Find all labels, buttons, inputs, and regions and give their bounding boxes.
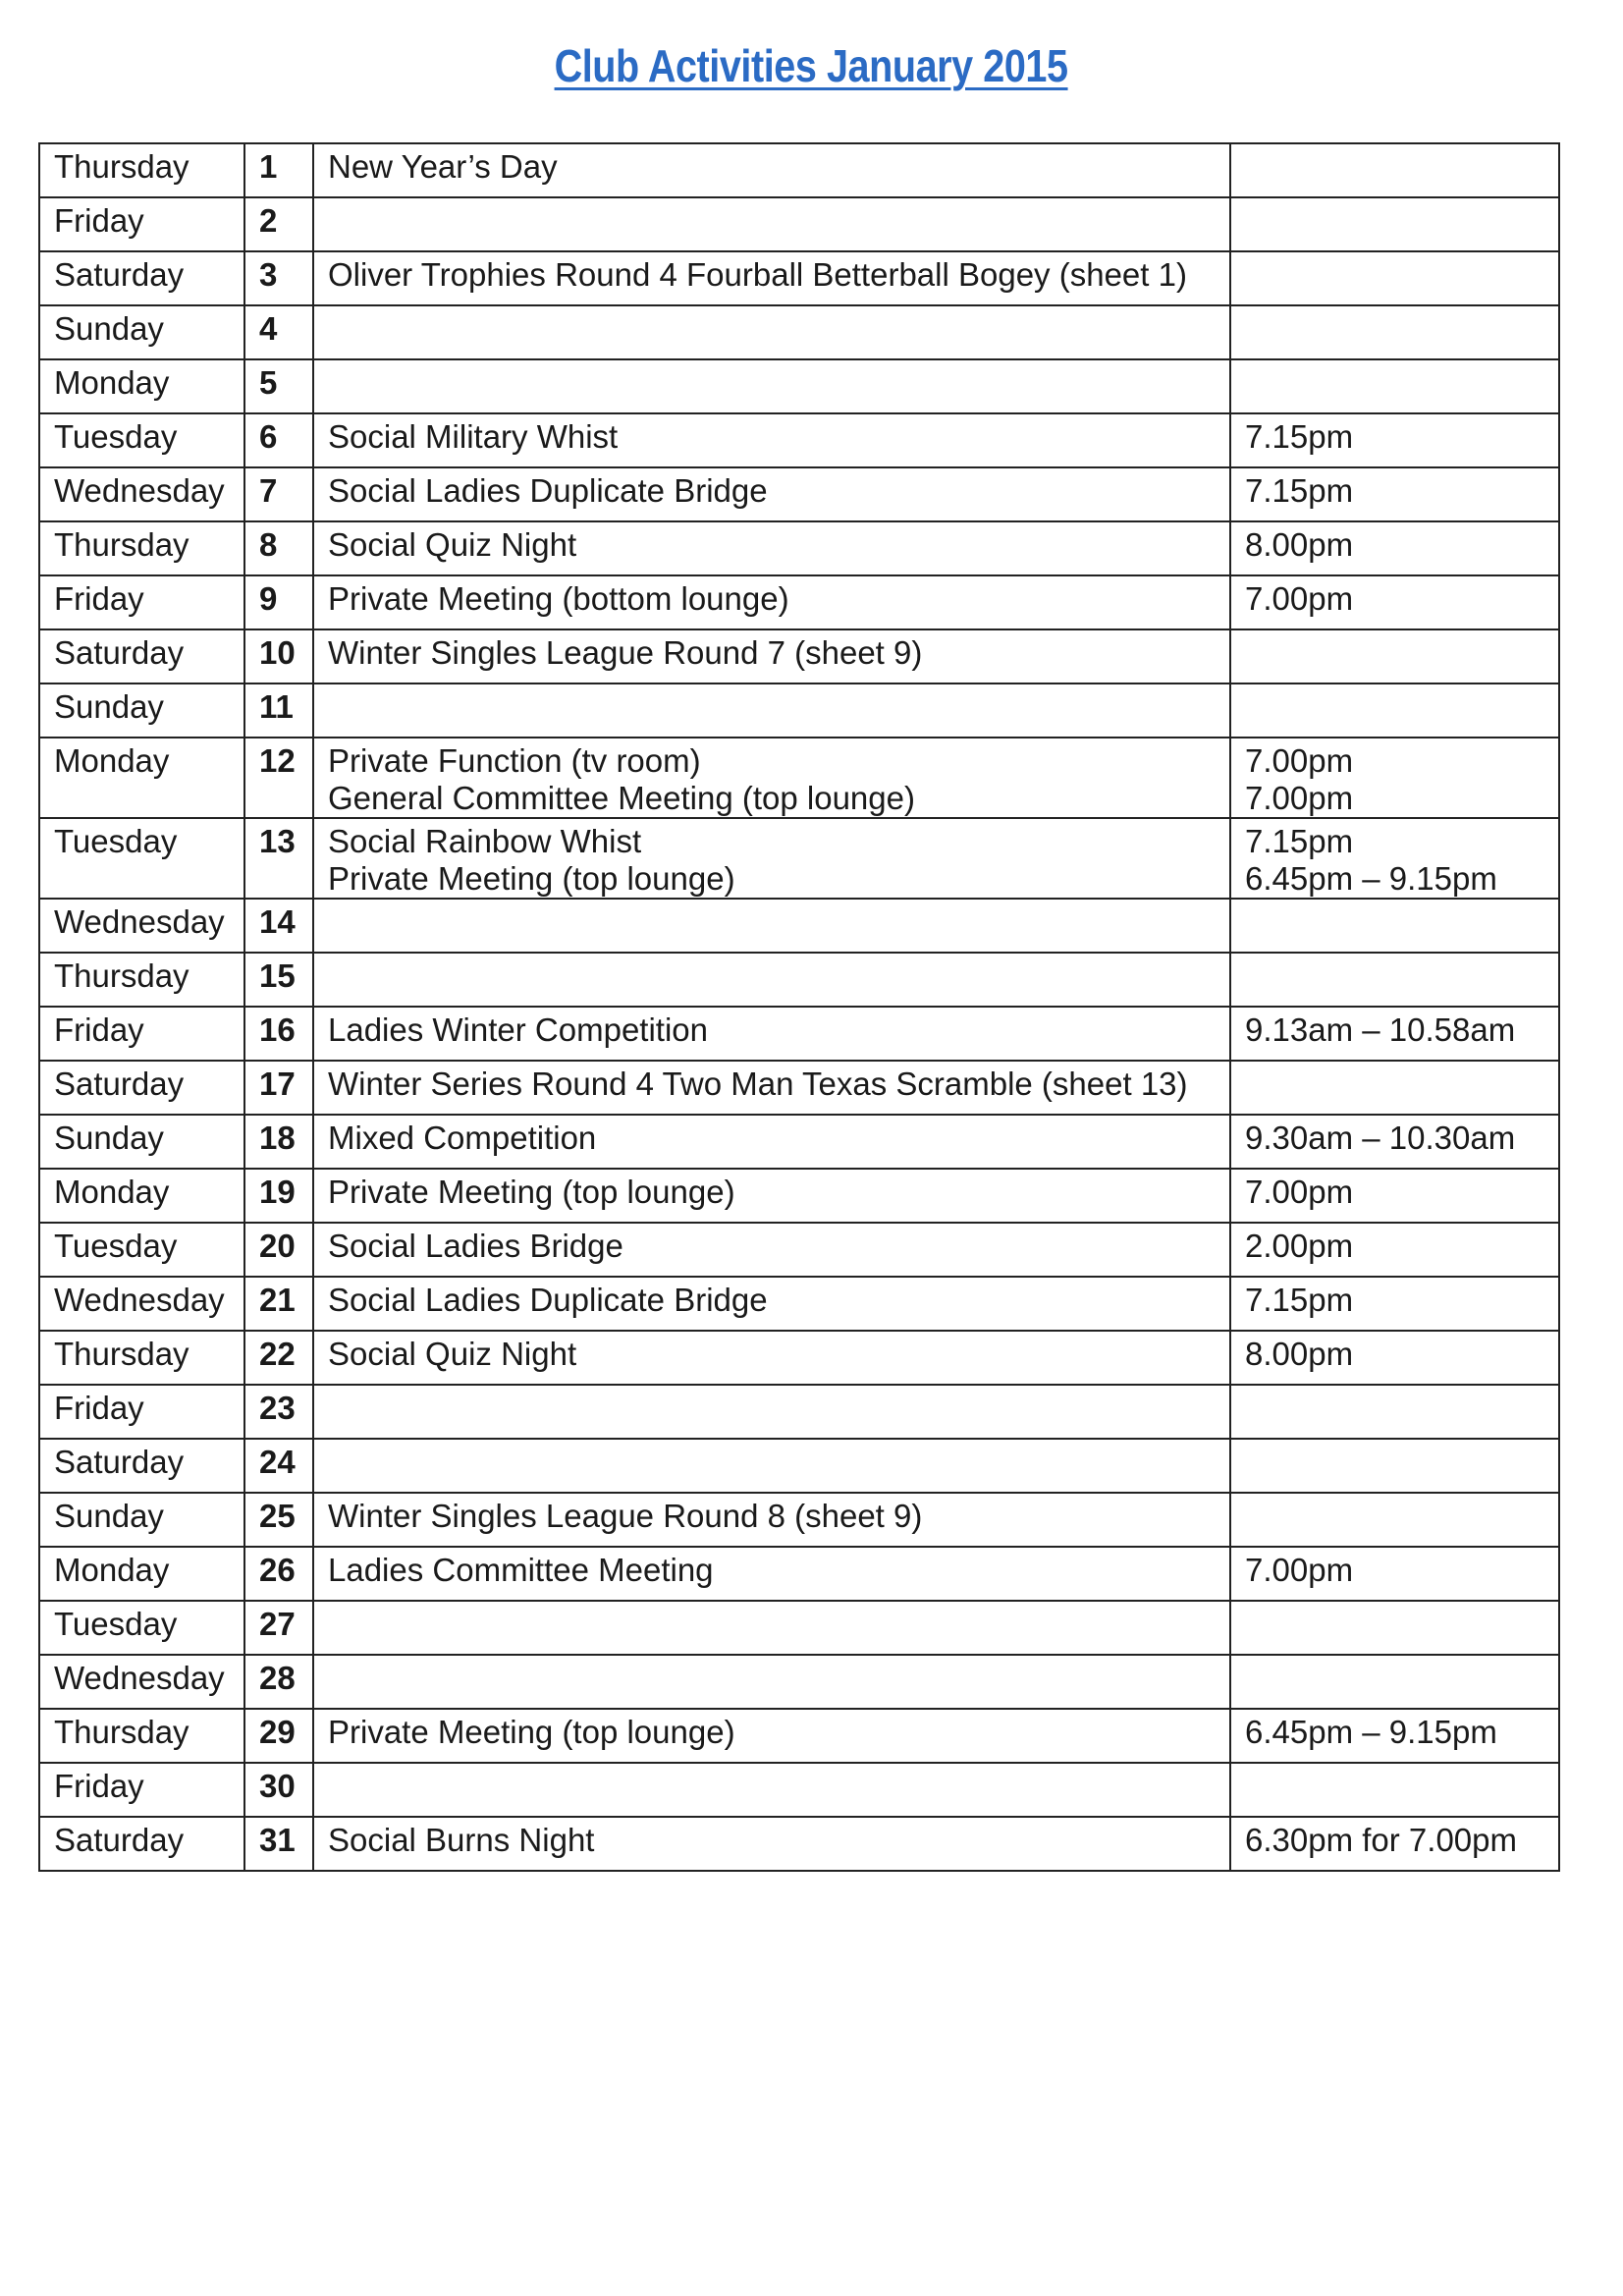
date-cell: 30 bbox=[244, 1763, 313, 1817]
day-cell: Saturday bbox=[39, 1439, 244, 1493]
date-cell: 20 bbox=[244, 1223, 313, 1277]
event-cell bbox=[313, 738, 1230, 818]
time-cell bbox=[1230, 953, 1559, 1007]
table-row bbox=[39, 305, 1559, 359]
table-row bbox=[39, 1385, 1559, 1439]
table-row bbox=[39, 1115, 1559, 1169]
date-cell: 19 bbox=[244, 1169, 313, 1223]
time-cell bbox=[1230, 738, 1559, 818]
table-row bbox=[39, 953, 1559, 1007]
date-cell: 31 bbox=[244, 1817, 313, 1871]
time-cell bbox=[1230, 629, 1559, 683]
time-cell bbox=[1230, 1331, 1559, 1385]
time-cell bbox=[1230, 1061, 1559, 1115]
time-text: 7.00pm bbox=[1245, 1174, 1354, 1210]
day-cell: Saturday bbox=[39, 1061, 244, 1115]
time-text: 7.15pm bbox=[1245, 472, 1354, 509]
event-text: Winter Singles League Round 7 (sheet 9) bbox=[328, 634, 923, 671]
date-cell: 7 bbox=[244, 467, 313, 521]
table-row bbox=[39, 818, 1559, 899]
time-text: 6.45pm – 9.15pm bbox=[1245, 860, 1497, 897]
event-cell bbox=[313, 1817, 1230, 1871]
event-cell bbox=[313, 1007, 1230, 1061]
table-row bbox=[39, 1547, 1559, 1601]
day-cell: Tuesday bbox=[39, 1601, 244, 1655]
day-cell: Wednesday bbox=[39, 1277, 244, 1331]
day-cell: Monday bbox=[39, 359, 244, 413]
event-text: Social Military Whist bbox=[328, 418, 619, 455]
table-row bbox=[39, 1277, 1559, 1331]
date-cell: 24 bbox=[244, 1439, 313, 1493]
table-row bbox=[39, 683, 1559, 738]
event-cell bbox=[313, 197, 1230, 251]
event-cell bbox=[313, 1331, 1230, 1385]
date-cell: 29 bbox=[244, 1709, 313, 1763]
event-cell bbox=[313, 1547, 1230, 1601]
day-cell: Sunday bbox=[39, 305, 244, 359]
event-text: Social Ladies Bridge bbox=[328, 1228, 623, 1264]
table-row bbox=[39, 1493, 1559, 1547]
event-cell bbox=[313, 1709, 1230, 1763]
date-cell: 2 bbox=[244, 197, 313, 251]
event-cell bbox=[313, 1223, 1230, 1277]
event-text: Private Function (tv room) bbox=[328, 742, 701, 779]
table-row bbox=[39, 1601, 1559, 1655]
page-title bbox=[0, 39, 1623, 92]
day-cell: Monday bbox=[39, 1547, 244, 1601]
date-cell: 17 bbox=[244, 1061, 313, 1115]
day-cell: Saturday bbox=[39, 251, 244, 305]
time-cell bbox=[1230, 467, 1559, 521]
event-cell bbox=[313, 629, 1230, 683]
day-cell: Saturday bbox=[39, 629, 244, 683]
event-text: Private Meeting (top lounge) bbox=[328, 1714, 735, 1750]
event-text: Social Ladies Duplicate Bridge bbox=[328, 1282, 768, 1318]
event-cell bbox=[313, 1277, 1230, 1331]
event-cell bbox=[313, 1061, 1230, 1115]
time-text: 7.00pm bbox=[1245, 580, 1354, 617]
time-text: 7.00pm bbox=[1245, 1552, 1354, 1588]
date-cell: 5 bbox=[244, 359, 313, 413]
event-cell bbox=[313, 305, 1230, 359]
time-cell bbox=[1230, 1601, 1559, 1655]
activities-table-body bbox=[39, 143, 1559, 1871]
event-cell bbox=[313, 953, 1230, 1007]
table-row bbox=[39, 629, 1559, 683]
time-text: 9.30am – 10.30am bbox=[1245, 1120, 1516, 1156]
event-cell bbox=[313, 143, 1230, 197]
date-cell: 16 bbox=[244, 1007, 313, 1061]
time-cell bbox=[1230, 1385, 1559, 1439]
time-cell bbox=[1230, 1763, 1559, 1817]
event-text: New Year’s Day bbox=[328, 148, 558, 185]
event-cell bbox=[313, 521, 1230, 575]
table-row bbox=[39, 143, 1559, 197]
table-row bbox=[39, 197, 1559, 251]
time-cell bbox=[1230, 575, 1559, 629]
date-cell: 25 bbox=[244, 1493, 313, 1547]
table-row bbox=[39, 359, 1559, 413]
event-cell bbox=[313, 575, 1230, 629]
time-cell bbox=[1230, 143, 1559, 197]
day-cell: Friday bbox=[39, 1385, 244, 1439]
event-cell bbox=[313, 683, 1230, 738]
day-cell: Friday bbox=[39, 1007, 244, 1061]
time-cell bbox=[1230, 413, 1559, 467]
event-cell bbox=[313, 1763, 1230, 1817]
day-cell: Friday bbox=[39, 197, 244, 251]
day-cell: Monday bbox=[39, 1169, 244, 1223]
event-text: Oliver Trophies Round 4 Fourball Betterball Bogey (sheet 1) bbox=[328, 256, 1187, 293]
event-cell bbox=[313, 1115, 1230, 1169]
time-text: 2.00pm bbox=[1245, 1228, 1354, 1264]
day-cell: Friday bbox=[39, 1763, 244, 1817]
day-cell: Monday bbox=[39, 738, 244, 818]
table-row bbox=[39, 413, 1559, 467]
table-row bbox=[39, 1817, 1559, 1871]
table-row bbox=[39, 1061, 1559, 1115]
event-cell bbox=[313, 899, 1230, 953]
time-text: 7.15pm bbox=[1245, 418, 1354, 455]
table-row bbox=[39, 1169, 1559, 1223]
event-cell bbox=[313, 1601, 1230, 1655]
table-row bbox=[39, 467, 1559, 521]
table-row bbox=[39, 899, 1559, 953]
event-text: Ladies Committee Meeting bbox=[328, 1552, 714, 1588]
time-cell bbox=[1230, 1169, 1559, 1223]
day-cell: Sunday bbox=[39, 1115, 244, 1169]
event-text: Social Quiz Night bbox=[328, 526, 577, 563]
event-cell bbox=[313, 467, 1230, 521]
table-row bbox=[39, 738, 1559, 818]
time-cell bbox=[1230, 818, 1559, 899]
date-cell: 26 bbox=[244, 1547, 313, 1601]
event-text: Private Meeting (top lounge) bbox=[328, 860, 735, 897]
event-text: Social Quiz Night bbox=[328, 1336, 577, 1372]
event-text: Social Ladies Duplicate Bridge bbox=[328, 472, 768, 509]
event-text: Private Meeting (bottom lounge) bbox=[328, 580, 789, 617]
event-text: Winter Singles League Round 8 (sheet 9) bbox=[328, 1498, 923, 1534]
event-text: Mixed Competition bbox=[328, 1120, 597, 1156]
time-cell bbox=[1230, 1817, 1559, 1871]
time-text: 7.15pm bbox=[1245, 823, 1354, 859]
time-cell bbox=[1230, 1115, 1559, 1169]
time-cell bbox=[1230, 521, 1559, 575]
time-cell bbox=[1230, 1709, 1559, 1763]
date-cell: 8 bbox=[244, 521, 313, 575]
time-cell bbox=[1230, 359, 1559, 413]
event-cell bbox=[313, 1385, 1230, 1439]
time-cell bbox=[1230, 1223, 1559, 1277]
day-cell: Wednesday bbox=[39, 1655, 244, 1709]
time-cell bbox=[1230, 197, 1559, 251]
table-row bbox=[39, 1007, 1559, 1061]
day-cell: Saturday bbox=[39, 1817, 244, 1871]
event-cell bbox=[313, 818, 1230, 899]
day-cell: Tuesday bbox=[39, 818, 244, 899]
event-cell bbox=[313, 1169, 1230, 1223]
table-row bbox=[39, 1709, 1559, 1763]
time-cell bbox=[1230, 1439, 1559, 1493]
time-text: 9.13am – 10.58am bbox=[1245, 1011, 1516, 1048]
event-text: Ladies Winter Competition bbox=[328, 1011, 709, 1048]
event-text: Social Burns Night bbox=[328, 1822, 595, 1858]
day-cell: Thursday bbox=[39, 143, 244, 197]
day-cell: Thursday bbox=[39, 953, 244, 1007]
date-cell: 13 bbox=[244, 818, 313, 899]
event-text: Social Rainbow Whist bbox=[328, 823, 642, 859]
day-cell: Sunday bbox=[39, 683, 244, 738]
time-cell bbox=[1230, 1007, 1559, 1061]
time-text: 8.00pm bbox=[1245, 1336, 1354, 1372]
event-cell bbox=[313, 1655, 1230, 1709]
event-text: General Committee Meeting (top lounge) bbox=[328, 780, 915, 816]
table-row bbox=[39, 1655, 1559, 1709]
time-cell bbox=[1230, 1547, 1559, 1601]
day-cell: Thursday bbox=[39, 1709, 244, 1763]
day-cell: Wednesday bbox=[39, 467, 244, 521]
day-cell: Friday bbox=[39, 575, 244, 629]
date-cell: 3 bbox=[244, 251, 313, 305]
time-text: 8.00pm bbox=[1245, 526, 1354, 563]
event-text: Winter Series Round 4 Two Man Texas Scramble (sheet 13) bbox=[328, 1066, 1188, 1102]
day-cell: Tuesday bbox=[39, 413, 244, 467]
date-cell: 1 bbox=[244, 143, 313, 197]
date-cell: 12 bbox=[244, 738, 313, 818]
table-row bbox=[39, 521, 1559, 575]
time-text: 6.30pm for 7.00pm bbox=[1245, 1822, 1517, 1858]
date-cell: 10 bbox=[244, 629, 313, 683]
time-cell bbox=[1230, 251, 1559, 305]
table-row bbox=[39, 1763, 1559, 1817]
date-cell: 11 bbox=[244, 683, 313, 738]
date-cell: 21 bbox=[244, 1277, 313, 1331]
day-cell: Wednesday bbox=[39, 899, 244, 953]
time-cell bbox=[1230, 1277, 1559, 1331]
day-cell: Thursday bbox=[39, 1331, 244, 1385]
table-row bbox=[39, 251, 1559, 305]
date-cell: 22 bbox=[244, 1331, 313, 1385]
table-row bbox=[39, 1331, 1559, 1385]
date-cell: 27 bbox=[244, 1601, 313, 1655]
event-cell bbox=[313, 1439, 1230, 1493]
table-row bbox=[39, 1223, 1559, 1277]
table-row bbox=[39, 575, 1559, 629]
time-text: 6.45pm – 9.15pm bbox=[1245, 1714, 1497, 1750]
date-cell: 15 bbox=[244, 953, 313, 1007]
page-title-text: Club Activities January 2015 bbox=[555, 40, 1068, 91]
event-cell bbox=[313, 413, 1230, 467]
event-text: Private Meeting (top lounge) bbox=[328, 1174, 735, 1210]
event-cell bbox=[313, 251, 1230, 305]
date-cell: 18 bbox=[244, 1115, 313, 1169]
time-cell bbox=[1230, 305, 1559, 359]
time-text: 7.00pm bbox=[1245, 780, 1354, 816]
time-cell bbox=[1230, 1655, 1559, 1709]
time-text: 7.15pm bbox=[1245, 1282, 1354, 1318]
event-cell bbox=[313, 359, 1230, 413]
day-cell: Sunday bbox=[39, 1493, 244, 1547]
date-cell: 9 bbox=[244, 575, 313, 629]
event-cell bbox=[313, 1493, 1230, 1547]
day-cell: Thursday bbox=[39, 521, 244, 575]
time-cell bbox=[1230, 683, 1559, 738]
time-text: 7.00pm bbox=[1245, 742, 1354, 779]
date-cell: 4 bbox=[244, 305, 313, 359]
date-cell: 6 bbox=[244, 413, 313, 467]
time-cell bbox=[1230, 899, 1559, 953]
activities-table bbox=[38, 142, 1560, 1872]
table-row bbox=[39, 1439, 1559, 1493]
date-cell: 23 bbox=[244, 1385, 313, 1439]
date-cell: 28 bbox=[244, 1655, 313, 1709]
day-cell: Tuesday bbox=[39, 1223, 244, 1277]
date-cell: 14 bbox=[244, 899, 313, 953]
time-cell bbox=[1230, 1493, 1559, 1547]
